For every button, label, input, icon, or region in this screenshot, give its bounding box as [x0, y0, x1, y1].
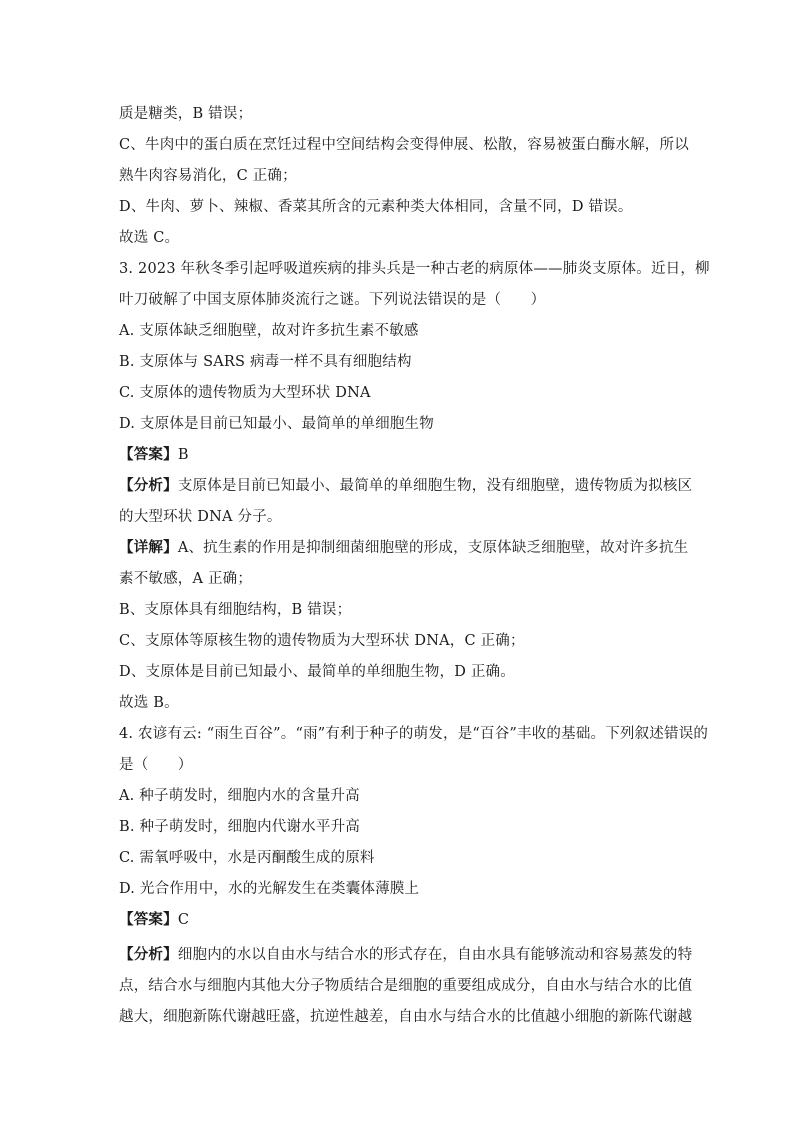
- explanation-label: 【详解】: [119, 539, 178, 556]
- option-a: [119, 321, 679, 341]
- line-text: D. 支原体是目前已知最小、最简单的单细胞生物: [119, 416, 434, 432]
- option-c: [119, 848, 679, 868]
- option-b: [119, 817, 679, 837]
- line-text: D、支原体是目前已知最小、最简单的单细胞生物，D 正确。: [119, 664, 515, 680]
- line-text: C. 支原体的遗传物质为大型环状 DNA: [119, 385, 371, 401]
- line-text: 的大型环状 DNA 分子。: [119, 509, 282, 525]
- line-text: 故选 C。: [119, 230, 180, 246]
- answer-line: [119, 910, 679, 930]
- question-stem: [119, 755, 679, 775]
- line-text: C: [177, 912, 190, 928]
- option-b: [119, 352, 679, 372]
- line-text: 素不敏感，A 正确；: [119, 571, 253, 587]
- text-line: [119, 693, 679, 713]
- line-text: D、牛肉、萝卜、辣椒、香菜其所含的元素种类大体相同，含量不同，D 错误。: [119, 199, 633, 215]
- explanation-line: [119, 662, 679, 682]
- text-line: [119, 228, 679, 248]
- line-text: 故选 B。: [119, 695, 179, 711]
- line-text: A. 种子萌发时，细胞内水的含量升高: [119, 788, 360, 804]
- answer-label: 【答案】: [119, 446, 178, 463]
- option-c: [119, 383, 679, 403]
- analysis-line: [119, 1007, 693, 1027]
- answer-line: [119, 445, 679, 465]
- question-stem: [119, 724, 709, 744]
- line-text: C、牛肉中的蛋白质在烹饪过程中空间结构会变得伸展、松散，容易被蛋白酶水解，所以: [119, 137, 689, 153]
- question-stem: [119, 259, 710, 279]
- analysis-line: [119, 945, 693, 965]
- line-text: 细胞内的水以自由水与结合水的形式存在，自由水具有能够流动和容易蒸发的特: [177, 947, 693, 963]
- line-text: B. 支原体与 SARS 病毒一样不具有细胞结构: [119, 354, 412, 370]
- question-stem: [119, 290, 679, 310]
- option-d: [119, 879, 679, 899]
- analysis-line: [119, 976, 693, 996]
- line-text: 支原体是目前已知最小、最简单的单细胞生物，没有细胞壁，遗传物质为拟核区: [177, 478, 693, 494]
- option-a: [119, 786, 679, 806]
- option-d: [119, 414, 679, 434]
- line-text: 质是糖类，B 错误；: [119, 106, 253, 122]
- line-text: C. 需氧呼吸中，水是丙酮酸生成的原料: [119, 850, 375, 866]
- analysis-label: 【分析】: [119, 477, 178, 494]
- line-text: B: [177, 447, 189, 463]
- explanation-line: [119, 569, 679, 589]
- text-line: [119, 104, 679, 124]
- explanation-line: [119, 538, 689, 558]
- line-text: B. 种子萌发时，细胞内代谢水平升高: [119, 819, 360, 835]
- text-line: [119, 135, 689, 155]
- explanation-line: [119, 631, 679, 651]
- text-line: [119, 197, 679, 217]
- analysis-line: [119, 476, 693, 496]
- line-text: 叶刀破解了中国支原体肺炎流行之谜。下列说法错误的是（ ）: [119, 292, 546, 308]
- analysis-line: [119, 507, 679, 527]
- analysis-label: 【分析】: [119, 946, 178, 963]
- line-text: C、支原体等原核生物的遗传物质为大型环状 DNA，C 正确；: [119, 633, 525, 649]
- line-text: 4. 农谚有云: “雨生百谷”。“雨”有利于种子的萌发，是“百谷”丰收的基础。下列叙述错误的: [119, 726, 709, 742]
- line-text: 点，结合水与细胞内其他大分子物质结合是细胞的重要组成成分，自由水与结合水的比值: [119, 978, 693, 994]
- line-text: D. 光合作用中，水的光解发生在类囊体薄膜上: [119, 881, 420, 897]
- explanation-line: [119, 600, 679, 620]
- line-text: 熟牛肉容易消化，C 正确；: [119, 168, 297, 184]
- answer-label: 【答案】: [119, 911, 178, 928]
- line-text: 越大，细胞新陈代谢越旺盛，抗逆性越差，自由水与结合水的比值越小细胞的新陈代谢越: [119, 1009, 693, 1025]
- line-text: A、抗生素的作用是抑制细菌细胞壁的形成，支原体缺乏细胞壁，故对许多抗生: [177, 540, 689, 556]
- line-text: 是（ ）: [119, 757, 193, 773]
- line-text: A. 支原体缺乏细胞壁，故对许多抗生素不敏感: [119, 323, 419, 339]
- text-line: [119, 166, 679, 186]
- line-text: 3. 2023 年秋冬季引起呼吸道疾病的排头兵是一种古老的病原体——肺炎支原体。近日，柳: [119, 261, 710, 277]
- line-text: B、支原体具有细胞结构，B 错误；: [119, 602, 352, 618]
